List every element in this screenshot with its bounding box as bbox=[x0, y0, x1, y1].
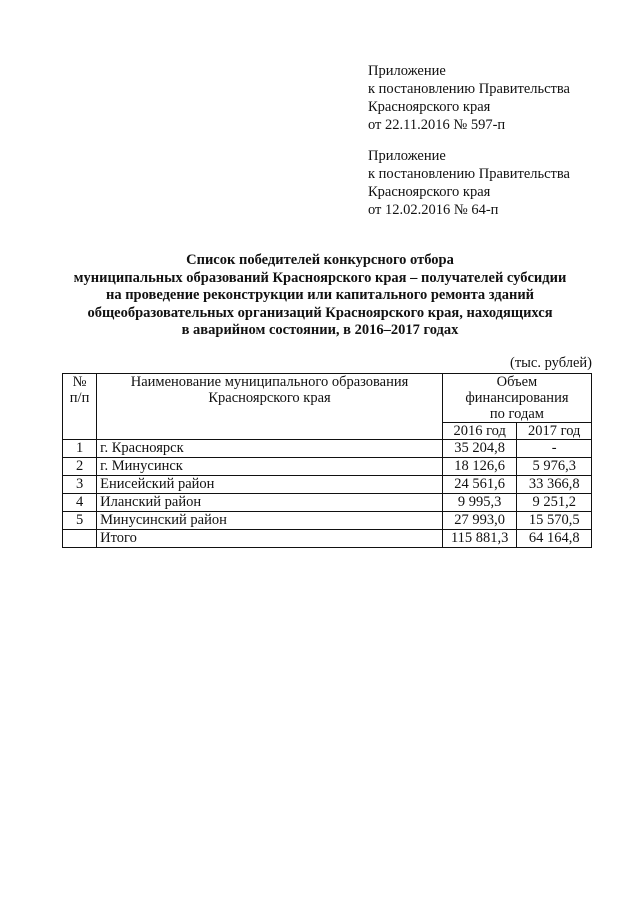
total-num bbox=[63, 530, 97, 548]
total-value-2017: 64 164,8 bbox=[517, 530, 592, 548]
appendix-1-line-1: Приложение bbox=[368, 63, 446, 79]
header-num bbox=[63, 374, 97, 440]
header-name-line-1: Наименование муниципального образования bbox=[130, 374, 409, 390]
table-header-row bbox=[63, 374, 592, 423]
subsidy-table bbox=[62, 373, 592, 548]
row-name: г. Минусинск bbox=[97, 458, 443, 476]
header-volume-line-1: Объем bbox=[496, 374, 538, 390]
title-line-3: на проведение реконструкции или капитального ремонта зданий bbox=[105, 287, 535, 303]
title-line-1: Список победителей конкурсного отбора bbox=[186, 252, 454, 268]
row-value-2016: 27 993,0 bbox=[442, 512, 517, 530]
row-num: 5 bbox=[63, 512, 97, 530]
appendix-2-line-2: к постановлению Правительства bbox=[368, 166, 570, 182]
header-name bbox=[97, 374, 443, 440]
table-total-row bbox=[63, 530, 592, 548]
row-value-2016: 24 561,6 bbox=[442, 476, 517, 494]
header-volume bbox=[442, 374, 591, 423]
header-year-2017: 2017 год bbox=[517, 423, 592, 440]
row-value-2016: 9 995,3 bbox=[442, 494, 517, 512]
appendix-1-line-3: Красноярского края bbox=[368, 99, 491, 115]
total-label: Итого bbox=[97, 530, 443, 548]
appendix-block-2 bbox=[368, 147, 570, 219]
row-num: 1 bbox=[63, 440, 97, 458]
row-num: 2 bbox=[63, 458, 97, 476]
table-row bbox=[63, 494, 592, 512]
document-title bbox=[40, 252, 600, 340]
header-name-line-2: Красноярского края bbox=[208, 390, 331, 406]
title-line-5: в аварийном состоянии, в 2016–2017 годах bbox=[181, 322, 459, 338]
units-label: (тыс. рублей) bbox=[510, 355, 592, 371]
appendix-1-line-4: от 22.11.2016 № 597-п bbox=[368, 117, 506, 133]
row-name: Минусинский район bbox=[97, 512, 443, 530]
appendix-2-line-3: Красноярского края bbox=[368, 184, 491, 200]
appendix-2-line-1: Приложение bbox=[368, 148, 446, 164]
title-line-4: общеобразовательных организаций Красноярского края, находящихся bbox=[87, 304, 553, 321]
row-name: Енисейский район bbox=[97, 476, 443, 494]
header-volume-line-3: по годам bbox=[489, 406, 544, 422]
row-name: Иланский район bbox=[97, 494, 443, 512]
appendix-1-line-2: к постановлению Правительства bbox=[368, 81, 570, 97]
total-value-2016: 115 881,3 bbox=[442, 530, 517, 548]
row-value-2017: 33 366,8 bbox=[517, 476, 592, 494]
table-row bbox=[63, 458, 592, 476]
title-line-2: муниципальных образований Красноярского края – получателей субсидии bbox=[73, 269, 567, 286]
appendix-2-line-4: от 12.02.2016 № 64-п bbox=[368, 202, 499, 218]
row-value-2016: 35 204,8 bbox=[442, 440, 517, 458]
row-num: 3 bbox=[63, 476, 97, 494]
table-row bbox=[63, 512, 592, 530]
row-value-2017: - bbox=[517, 440, 592, 458]
table-row bbox=[63, 476, 592, 494]
row-num: 4 bbox=[63, 494, 97, 512]
header-volume-line-2: финансирования bbox=[465, 390, 569, 406]
row-value-2017: 9 251,2 bbox=[517, 494, 592, 512]
row-value-2017: 5 976,3 bbox=[517, 458, 592, 476]
row-value-2016: 18 126,6 bbox=[442, 458, 517, 476]
appendix-block-1 bbox=[368, 62, 570, 134]
header-year-2016: 2016 год bbox=[442, 423, 517, 440]
table-row bbox=[63, 440, 592, 458]
header-num-line-1: № bbox=[72, 374, 87, 390]
row-value-2017: 15 570,5 bbox=[517, 512, 592, 530]
row-name: г. Красноярск bbox=[97, 440, 443, 458]
header-num-line-2: п/п bbox=[69, 390, 90, 406]
